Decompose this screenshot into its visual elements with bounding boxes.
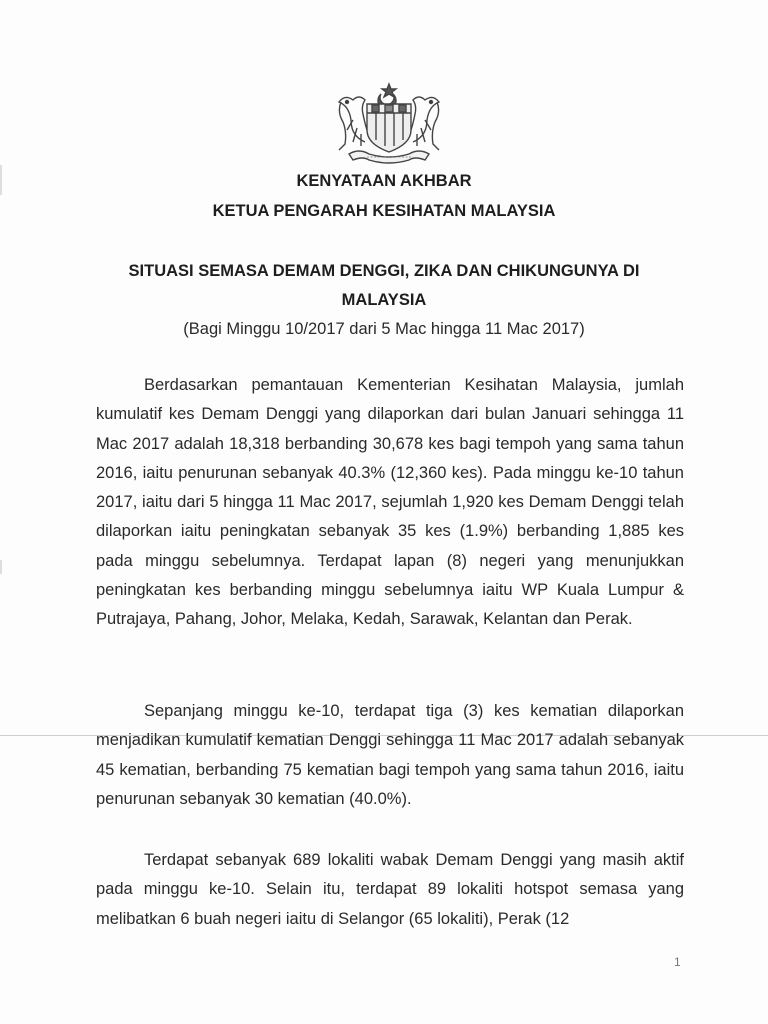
page-number: 1 — [674, 955, 681, 969]
reporting-period: (Bagi Minggu 10/2017 dari 5 Mac hingga 11 Mac 2017) — [183, 320, 585, 338]
headline-line-1: SITUASI SEMASA DEMAM DENGGI, ZIKA DAN CHIKUNGUNYA DI — [128, 262, 640, 280]
headline-line-2: MALAYSIA — [341, 291, 427, 309]
document-subtitle: KETUA PENGARAH KESIHATAN MALAYSIA — [212, 202, 556, 220]
paragraph-dengue-cases: Berdasarkan pemantauan Kementerian Kesihatan Malaysia, jumlah kumulatif kes Demam Denggi yang dilaporkan dari bulan Januari sehingga 11 Mac 2017 adalah 18,318 berbanding 30,678 kes bagi tempoh yang sama tahun 2016, iaitu penurunan sebanyak 40.3% (12,360 kes). Pada minggu ke-10 tahun 2017, iaitu dari 5 hingga 11 Mac 2017, sejumlah 1,920 kes Demam Denggi telah dilaporkan iaitu peningkatan sebanyak 35 kes (1.9%) berbanding 1,885 kes pada minggu sebelumnya. Terdapat lapan (8) negeri yang menunjukkan peningkatan kes berbanding minggu sebelumnya iaitu WP Kuala Lumpur & Putrajaya, Pahang, Johor, Melaka, Kedah, Sarawak, Kelantan dan Perak. — [96, 376, 684, 629]
coat-of-arms-icon — [327, 80, 451, 166]
scan-edge-mark — [0, 560, 2, 574]
paragraph-outbreak-localities: Terdapat sebanyak 689 lokaliti wabak Demam Denggi yang masih aktif pada minggu ke-10. Selain itu, terdapat 89 lokaliti hotspot semasa yang melibatkan 6 buah negeri iaitu di Selangor (65 lokaliti), Perak (12 — [96, 851, 684, 928]
paragraph-dengue-deaths: Sepanjang minggu ke-10, terdapat tiga (3) kes kematian dilaporkan menjadikan kumulatif kematian Denggi sehingga 11 Mac 2017 adalah sebanyak 45 kematian, berbanding 75 kematian bagi tempoh yang sama tahun 2016, iaitu penurunan sebanyak 30 kematian (40.0%). — [96, 702, 684, 808]
document-title: KENYATAAN AKHBAR — [296, 172, 472, 190]
